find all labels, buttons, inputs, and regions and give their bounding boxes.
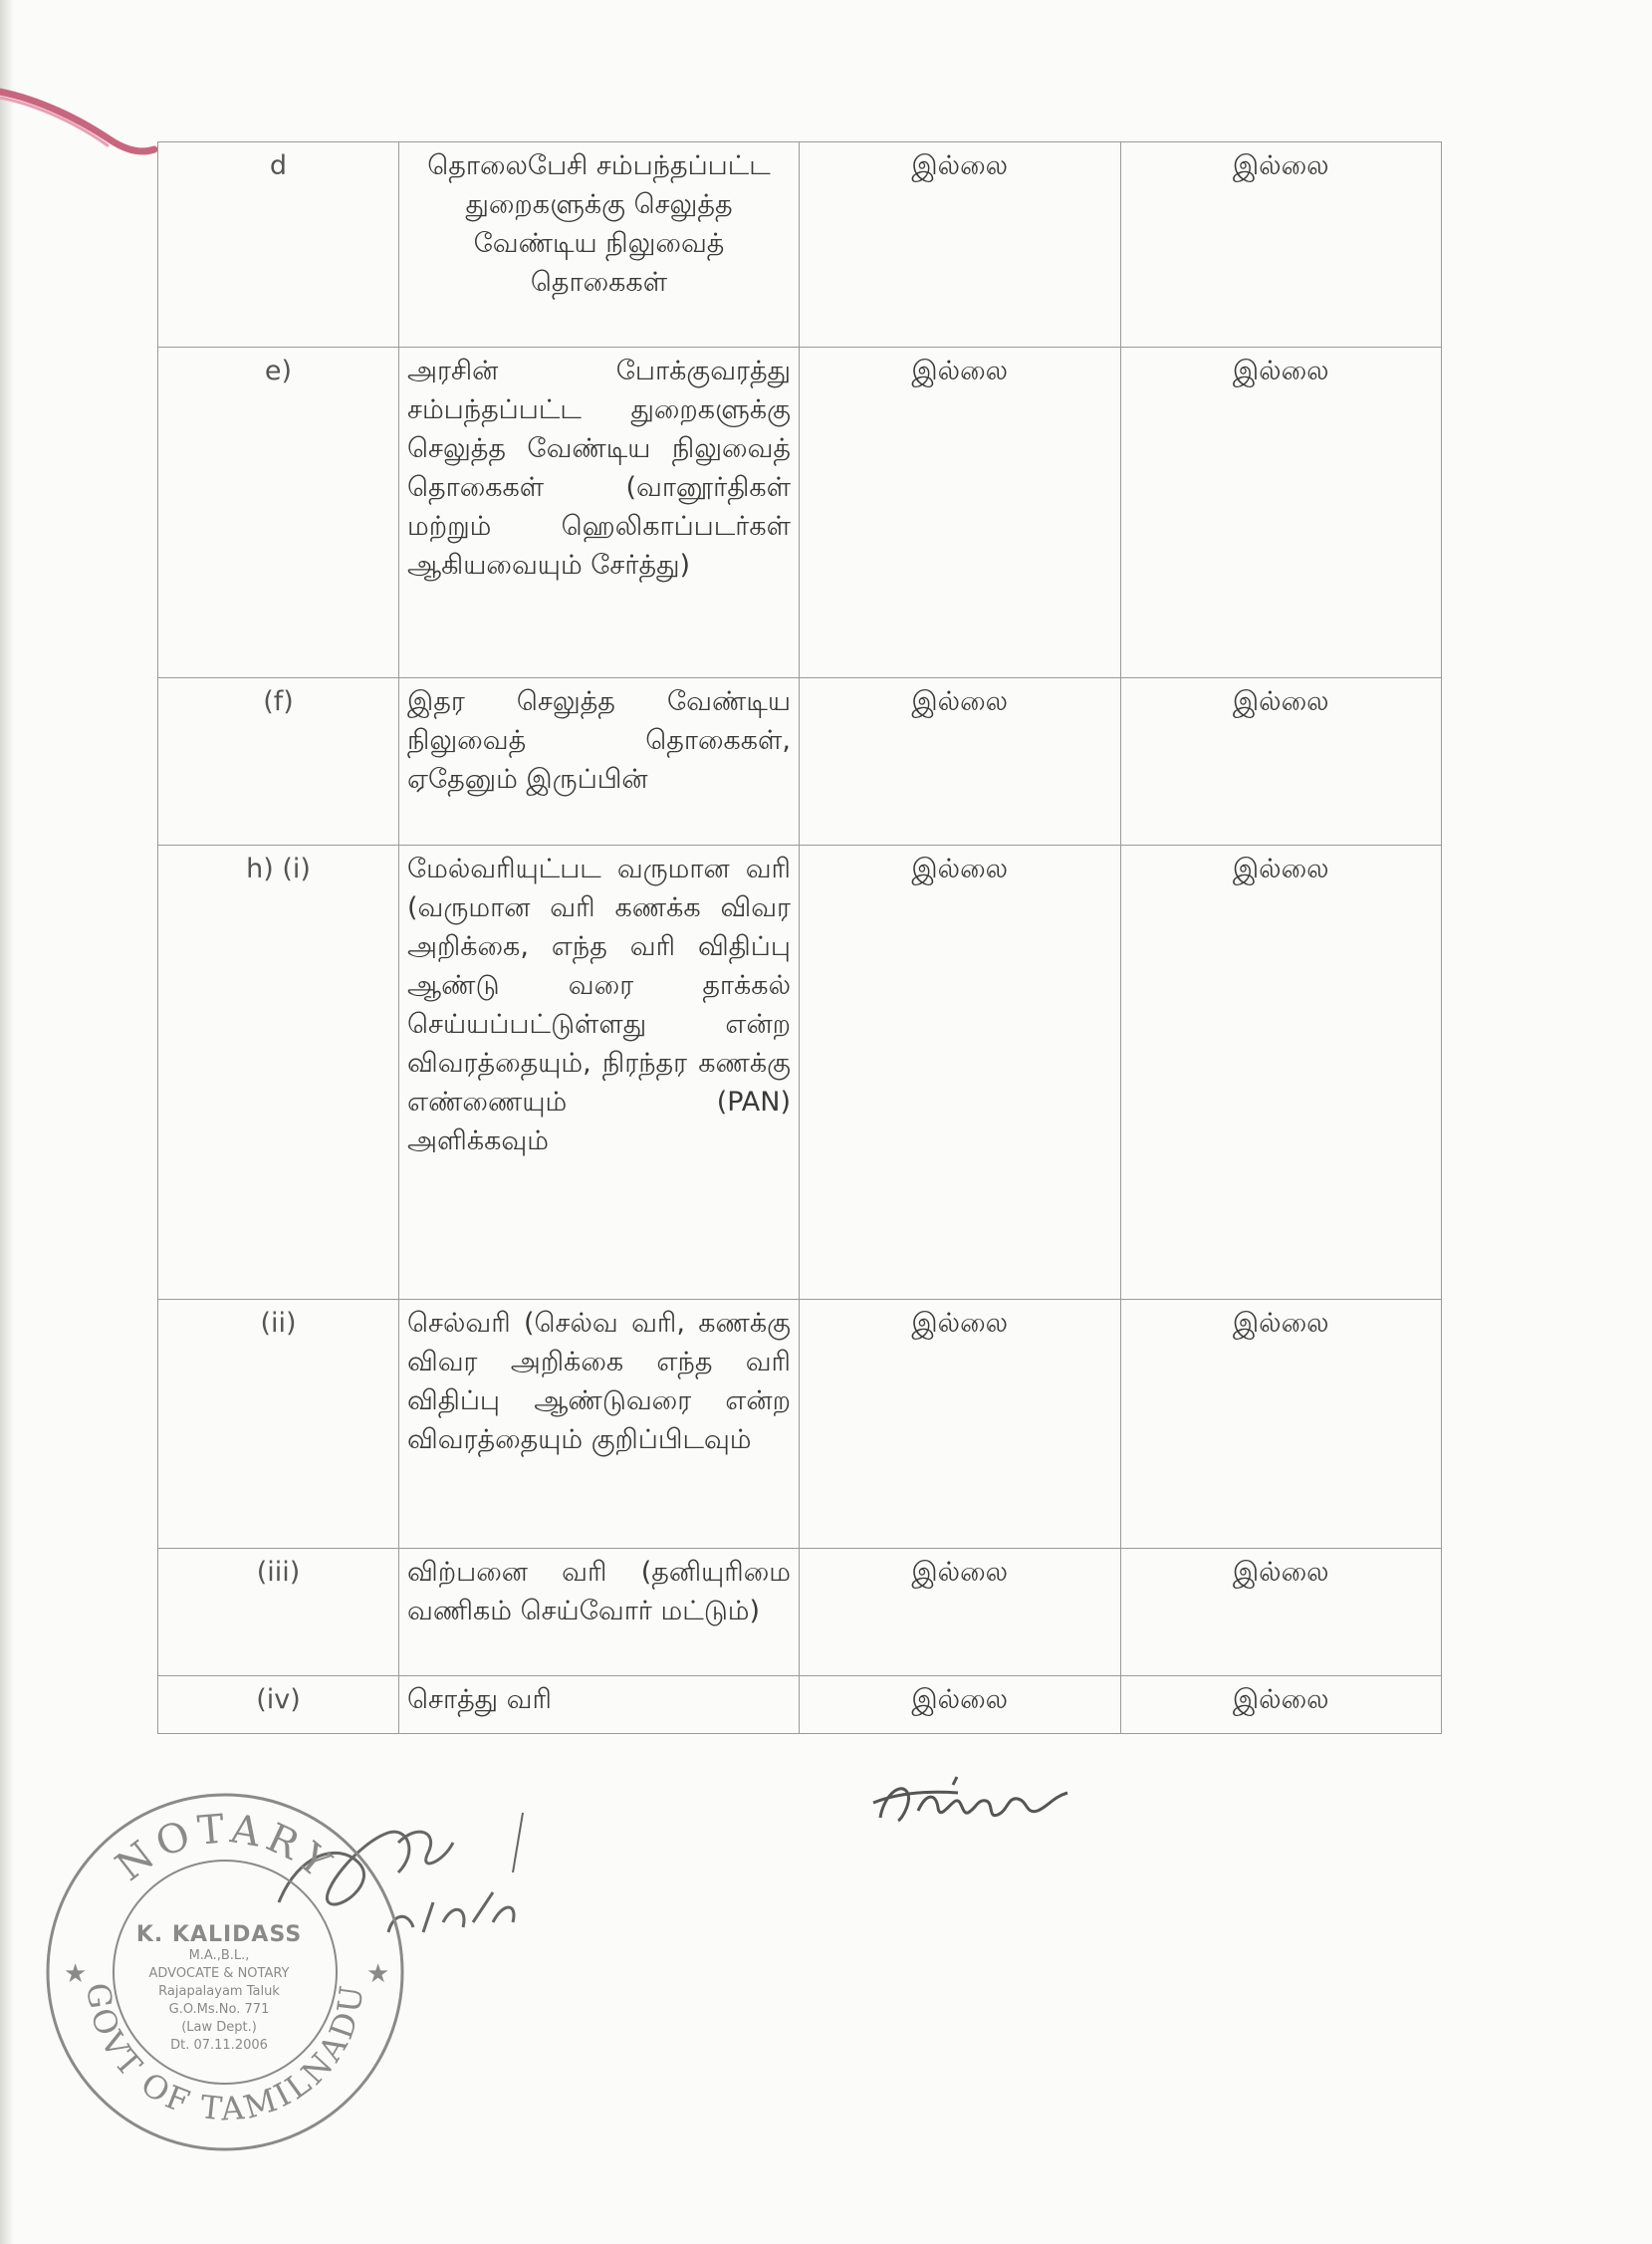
row-number: (ii)	[158, 1300, 399, 1549]
row-description: மேல்வரியுட்பட வருமான வரி (வருமான வரி கணக்க விவர அறிக்கை, எந்த வரி விதிப்பு ஆண்டு வரை தாக்கல் செய்யப்பட்டுள்ளது என்ற விவரத்தையும், நிரந்தர கணக்கு எண்ணையும் (PAN) அளிக்கவும்	[399, 846, 800, 1300]
table-row	[158, 1549, 1442, 1676]
row-value-a: இல்லை	[800, 678, 1121, 846]
seal-inner-text	[100, 1922, 339, 2055]
seal-title: ADVOCATE & NOTARY	[148, 1966, 290, 1981]
row-value-b: இல்லை	[1120, 1549, 1442, 1676]
seal-name: K. KALIDASS	[135, 1922, 303, 1947]
row-number: d	[158, 142, 399, 348]
row-number: e)	[158, 348, 399, 678]
scan-edge	[0, 0, 14, 2244]
svg-text:★: ★	[64, 1959, 88, 1989]
signature	[858, 1763, 1097, 1843]
svg-text:GOVT OF TAMILNADU: GOVT OF TAMILNADU	[79, 1980, 371, 2128]
row-number: h) (i)	[158, 846, 399, 1300]
row-number: (f)	[158, 678, 399, 846]
seal-degree: M.A.,B.L.,	[188, 1948, 250, 1963]
row-value-a: இல்லை	[800, 1300, 1121, 1549]
table-row	[158, 1676, 1442, 1734]
table-row	[158, 142, 1442, 348]
row-value-b: இல்லை	[1120, 1300, 1442, 1549]
row-value-b: இல்லை	[1120, 678, 1442, 846]
row-number: (iv)	[158, 1676, 399, 1734]
row-value-b: இல்லை	[1120, 142, 1442, 348]
table-row	[158, 1300, 1442, 1549]
row-description: விற்பனை வரி (தனியுரிமை வணிகம் செய்வோர் மட்டும்)	[399, 1549, 800, 1676]
svg-text:★: ★	[366, 1959, 390, 1989]
row-value-b: இல்லை	[1120, 1676, 1442, 1734]
row-description: தொலைபேசி சம்பந்தப்பட்ட துறைகளுக்கு செலுத்த வேண்டிய நிலுவைத் தொகைகள்	[399, 142, 800, 348]
table-row	[158, 348, 1442, 678]
binding-cord	[0, 80, 169, 159]
row-description: செல்வரி (செல்வ வரி, கணக்கு விவர அறிக்கை எந்த வரி விதிப்பு ஆண்டுவரை என்ற விவரத்தையும் குறிப்பிடவும்	[399, 1300, 800, 1549]
row-description: சொத்து வரி	[399, 1676, 800, 1734]
row-value-b: இல்லை	[1120, 348, 1442, 678]
table-row	[158, 846, 1442, 1300]
row-description: இதர செலுத்த வேண்டிய நிலுவைத் தொகைகள், ஏதேனும் இருப்பின்	[399, 678, 800, 846]
row-number: (iii)	[158, 1549, 399, 1676]
seal-gazette: G.O.Ms.No. 771	[168, 2002, 270, 2017]
liabilities-table	[157, 141, 1442, 1734]
svg-text:NOTARY: NOTARY	[108, 1806, 344, 1891]
row-value-b: இல்லை	[1120, 846, 1442, 1300]
seal-dept: (Law Dept.)	[181, 2020, 257, 2035]
row-value-a: இல்லை	[800, 1676, 1121, 1734]
table-row	[158, 678, 1442, 846]
row-value-a: இல்லை	[800, 348, 1121, 678]
row-value-a: இல்லை	[800, 846, 1121, 1300]
row-value-a: இல்லை	[800, 142, 1121, 348]
row-description: அரசின் போக்குவரத்து சம்பந்தப்பட்ட துறைகளுக்கு செலுத்த வேண்டிய நிலுவைத் தொகைகள் (வானூர்திகள் மற்றும் ஹெலிகாப்படர்கள் ஆகியவையும் சேர்த்து)	[399, 348, 800, 678]
seal-place: Rajapalayam Taluk	[158, 1984, 280, 1999]
seal-date: Dt. 07.11.2006	[170, 2038, 268, 2053]
row-value-a: இல்லை	[800, 1549, 1121, 1676]
